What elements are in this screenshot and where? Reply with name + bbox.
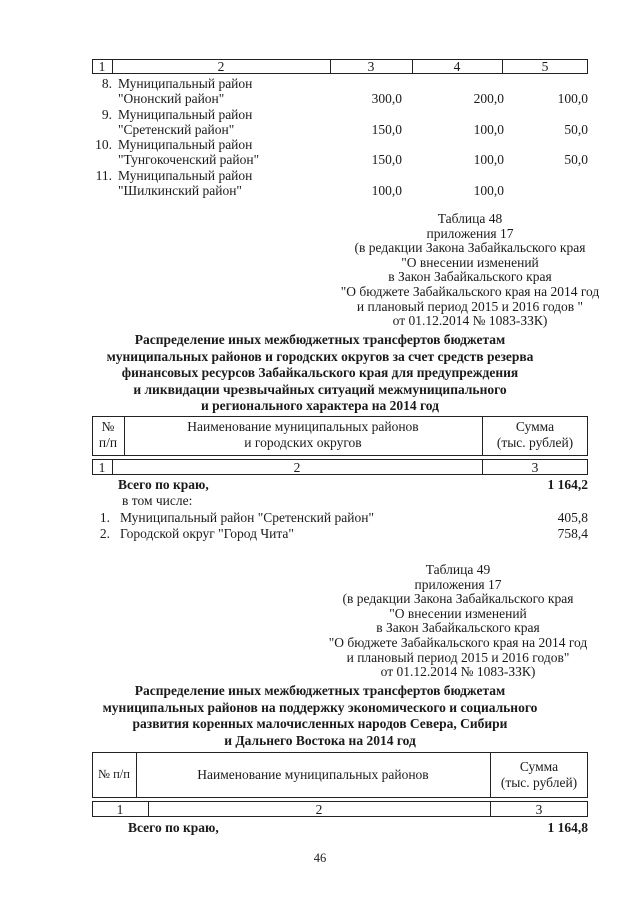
- row-number: 9.: [101, 107, 112, 122]
- table49-index-1: 1: [116, 802, 124, 817]
- table49-index-2: 2: [315, 802, 323, 817]
- row-number: 1.: [99, 510, 110, 525]
- annotation-line: в Закон Забайкальского края: [388, 269, 552, 285]
- row-value-3: 150,0: [371, 152, 402, 167]
- row-value-5: 50,0: [564, 122, 588, 137]
- table49-col1-header: № п/п: [98, 767, 130, 781]
- row-value-5: 100,0: [557, 91, 588, 106]
- table49-total-value: 1 164,8: [547, 820, 588, 835]
- row-value-3: 150,0: [371, 122, 402, 137]
- table48-index-2: 2: [293, 460, 301, 475]
- annotation-line: приложения 17: [414, 576, 502, 592]
- annotation-line: от 01.12.2014 № 1083-ЗЗК): [392, 313, 548, 329]
- row-value-4: 100,0: [473, 152, 504, 167]
- title-line: финансовых ресурсов Забайкальского края для предупреждения: [121, 365, 519, 380]
- page-number: 46: [313, 851, 327, 865]
- title-line: и Дальнего Востока на 2014 год: [224, 732, 416, 748]
- top-table-header-2: 2: [217, 59, 225, 74]
- row-name-line2: "Ононский район": [118, 91, 225, 106]
- row-name-line1: Муниципальный район: [118, 137, 253, 152]
- table49-total-label: Всего по краю,: [128, 820, 219, 835]
- table48-col1-header-line2: п/п: [98, 435, 118, 450]
- row-number: 2.: [99, 526, 110, 541]
- annotation-line: в Закон Забайкальского края: [376, 620, 540, 636]
- annotation-line: от 01.12.2014 № 1083-ЗЗК): [380, 664, 536, 680]
- row-name-line2: "Шилкинский район": [118, 183, 242, 198]
- annotation-line: "О внесении изменений: [389, 605, 527, 621]
- annotation-line: Таблица 48: [437, 211, 503, 226]
- table48-col3-header-line2: (тыс. рублей): [496, 435, 574, 450]
- title-line: и ликвидации чрезвычайных ситуаций межмуниципального: [133, 381, 507, 397]
- top-table-header-5: 5: [541, 59, 549, 74]
- row-name-line2: "Тунгокоченский район": [118, 152, 260, 167]
- table48-including: в том числе:: [122, 493, 193, 508]
- row-number: 11.: [95, 168, 112, 183]
- row-value-4: 100,0: [473, 122, 504, 137]
- row-name-line1: Муниципальный район: [118, 76, 253, 91]
- annotation-line: "О внесении изменений: [401, 254, 539, 270]
- row-name: Городской округ "Город Чита": [120, 526, 294, 541]
- table48-col2-header-line1: Наименование муниципальных районов: [187, 419, 419, 434]
- title-line: муниципальных районов и городских округов за счет средств резерва: [106, 348, 534, 364]
- title-line: муниципальных районов на поддержку экономического и социального: [102, 699, 538, 715]
- row-number: 8.: [101, 76, 112, 91]
- table49-col2-header: Наименование муниципальных районов: [197, 767, 429, 782]
- table48-annotation: [318, 212, 622, 329]
- title-line: Распределение иных межбюджетных трансфертов бюджетам: [134, 683, 506, 698]
- annotation-line: и плановый период 2015 и 2016 годов": [346, 649, 570, 665]
- row-name-line1: Муниципальный район: [118, 107, 253, 122]
- table48-col2-header-line2: и городских округов: [244, 435, 362, 450]
- title-line: и регионального характера на 2014 год: [201, 398, 439, 413]
- annotation-line: (в редакции Закона Забайкальского края: [354, 240, 586, 256]
- table48-total-label: Всего по краю,: [118, 477, 209, 492]
- top-table-header-4: 4: [453, 59, 461, 74]
- table48-title: [60, 332, 580, 415]
- row-value-4: 100,0: [473, 183, 504, 198]
- table48-index-1: 1: [98, 460, 106, 475]
- row-number: 10.: [95, 137, 112, 152]
- row-value-5: 50,0: [564, 152, 588, 167]
- title-line: развития коренных малочисленных народов Севера, Сибири: [132, 716, 508, 731]
- row-name-line1: Муниципальный район: [118, 168, 253, 183]
- table48-col3-header-line1: Сумма: [515, 419, 555, 434]
- annotation-line: и плановый период 2015 и 2016 годов ": [356, 298, 584, 314]
- row-value: 405,8: [557, 510, 588, 525]
- annotation-line: (в редакции Закона Забайкальского края: [342, 591, 574, 607]
- annotation-line: "О бюджете Забайкальского края на 2014 год: [340, 283, 600, 299]
- row-value-4: 200,0: [473, 91, 504, 106]
- top-table-header-1: 1: [98, 59, 106, 74]
- table49-col3-header-line2: (тыс. рублей): [500, 775, 578, 790]
- table49-title: [60, 683, 580, 749]
- table49-col3-header-line1: Сумма: [519, 759, 559, 774]
- table48-index-3: 3: [531, 460, 539, 475]
- row-name-line2: "Сретенский район": [118, 122, 235, 137]
- row-value: 758,4: [557, 526, 588, 541]
- row-value-3: 300,0: [371, 91, 402, 106]
- table49-annotation: [306, 563, 610, 680]
- row-name: Муниципальный район "Сретенский район": [120, 510, 374, 525]
- top-table-header-3: 3: [367, 59, 375, 74]
- annotation-line: "О бюджете Забайкальского края на 2014 год: [328, 634, 588, 650]
- annotation-line: приложения 17: [426, 225, 514, 241]
- table48-total-value: 1 164,2: [547, 477, 588, 492]
- table48-col1-header-line1: №: [101, 419, 115, 434]
- table49-index-3: 3: [535, 802, 543, 817]
- row-value-3: 100,0: [371, 183, 402, 198]
- annotation-line: Таблица 49: [425, 562, 491, 577]
- title-line: Распределение иных межбюджетных трансфертов бюджетам: [134, 332, 506, 347]
